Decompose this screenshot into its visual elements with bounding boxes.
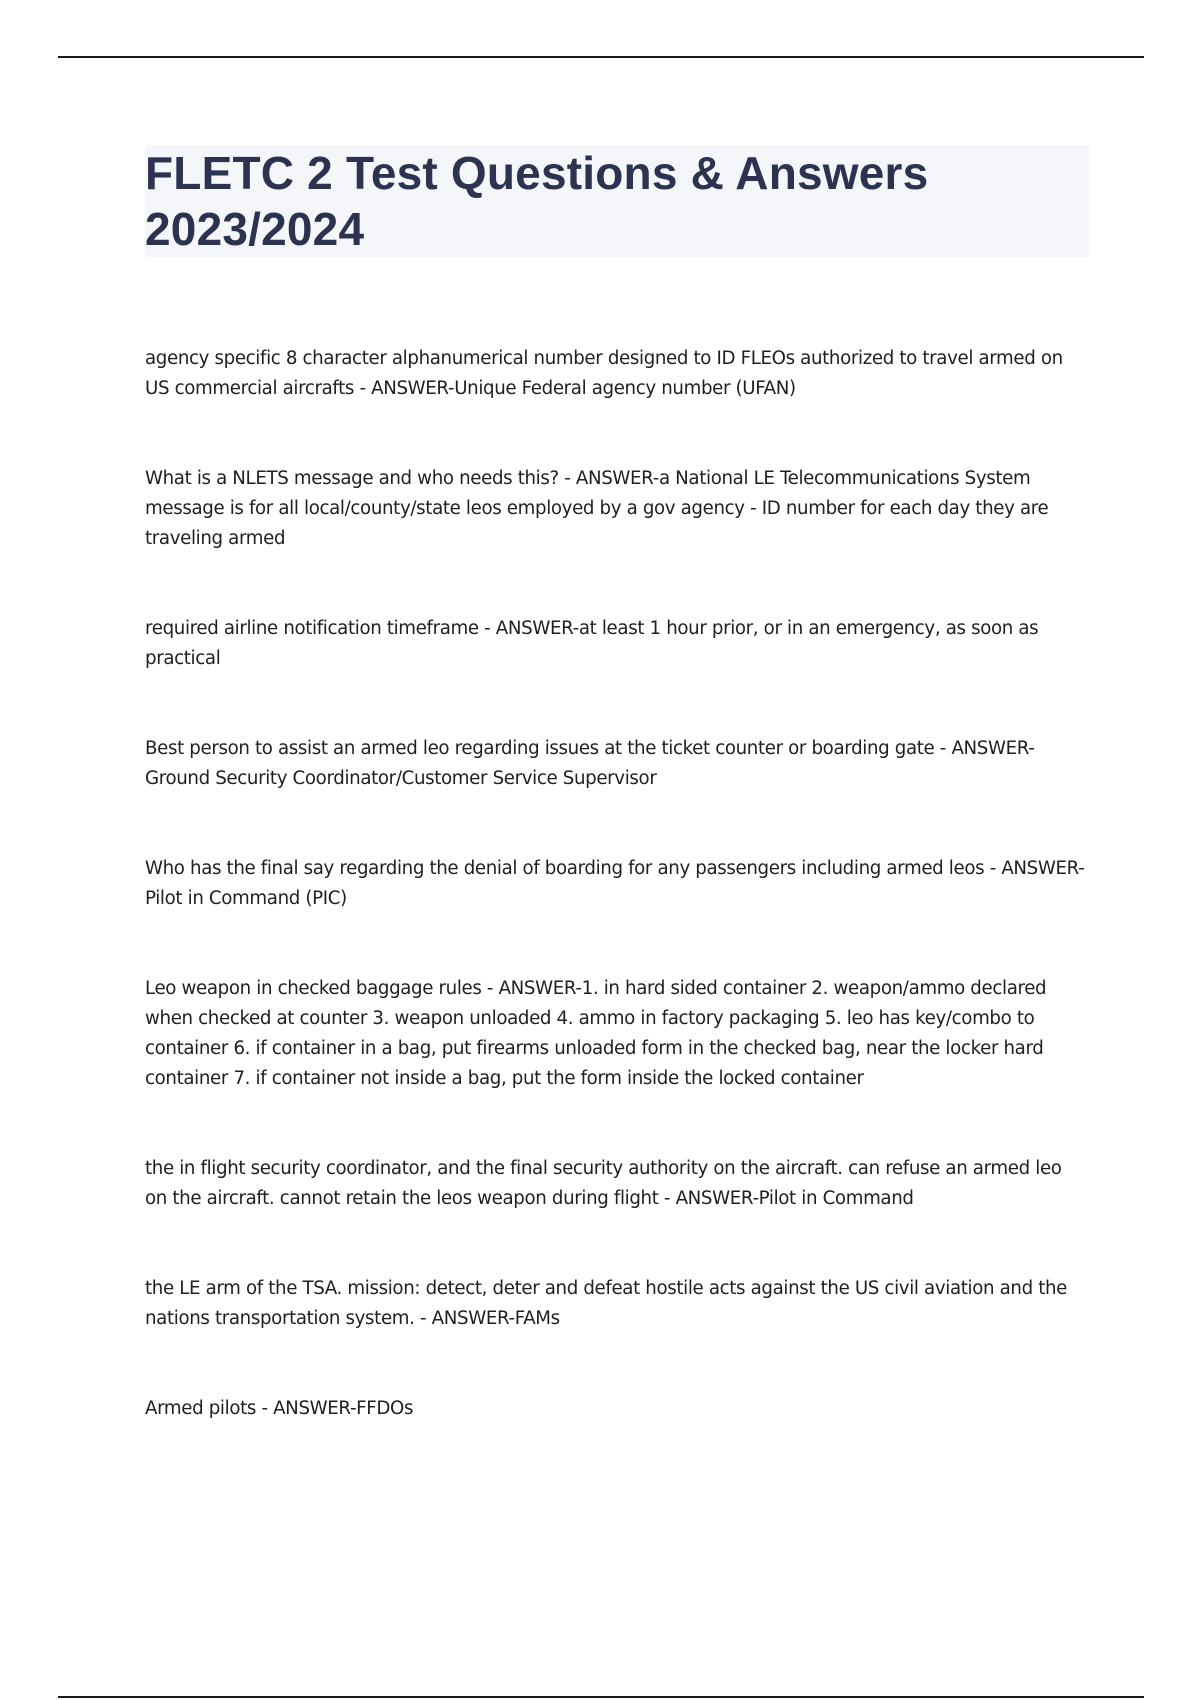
page-title: FLETC 2 Test Questions & Answers 2023/2024 [145,147,929,255]
qa-item: required airline notification timeframe - ANSWER-at least 1 hour prior, or in an emergency, as soon as practical [145,618,1039,669]
qa-item: Best person to assist an armed leo regarding issues at the ticket counter or boarding gate - ANSWER-Ground Security Coordinator/Customer Service Supervisor [145,738,1035,789]
qa-list [145,344,1085,1424]
qa-item: Who has the final say regarding the denial of boarding for any passengers including armed leos - ANSWER-Pilot in Command (PIC) [145,858,1085,909]
qa-item: Armed pilots - ANSWER-FFDOs [145,1398,414,1419]
qa-item: the in flight security coordinator, and the final security authority on the aircraft. can refuse an armed leo on the aircraft. cannot retain the leos weapon during flight - ANSWER-Pilot in Command [145,1158,1062,1209]
bottom-rule [58,1696,1144,1698]
qa-item: the LE arm of the TSA. mission: detect, deter and defeat hostile acts against the US civil aviation and the nations transportation system. - ANSWER-FAMs [145,1278,1068,1329]
title-banner [145,145,1089,257]
qa-item: agency specific 8 character alphanumerical number designed to ID FLEOs authorized to travel armed on US commercial aircrafts - ANSWER-Unique Federal agency number (UFAN) [145,348,1063,399]
qa-item: Leo weapon in checked baggage rules - ANSWER-1. in hard sided container 2. weapon/ammo declared when checked at counter 3. weapon unloaded 4. ammo in factory packaging 5. leo has key/combo to container 6. if container in a bag, put firearms unloaded form in the checked bag, near the locker hard container 7. if container not inside a bag, put the form inside the locked container [145,978,1047,1089]
top-rule [58,56,1144,58]
qa-item: What is a NLETS message and who needs this? - ANSWER-a National LE Telecommunications System message is for all local/county/state leos employed by a gov agency - ID number for each day they are traveling armed [145,468,1049,549]
